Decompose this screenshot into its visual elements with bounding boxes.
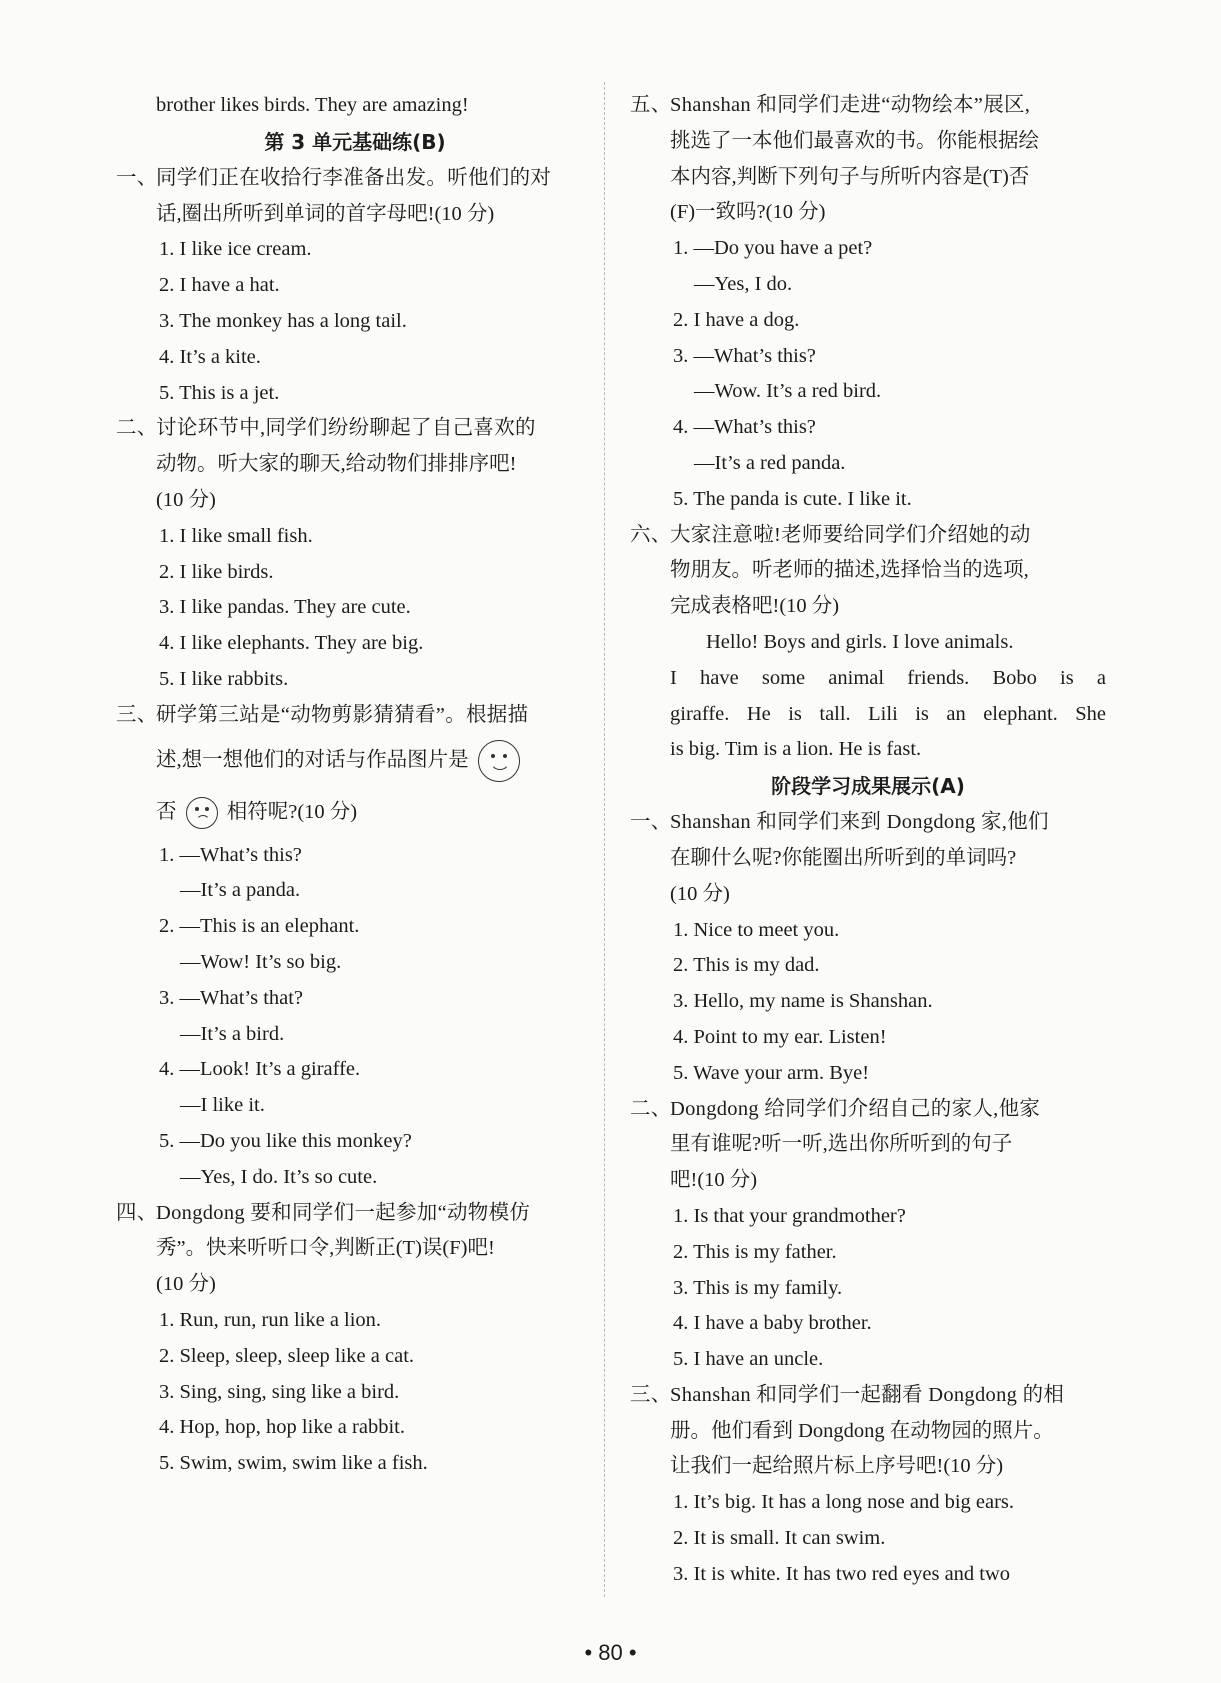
dialogue-line: —It’s a bird.	[180, 1022, 285, 1045]
section-title: 第 3 单元基础练(B)	[264, 129, 446, 154]
question-4	[116, 1196, 594, 1482]
list-item: 5. Wave your arm. Bye!	[673, 1061, 870, 1084]
dialogue-line: 5. The panda is cute. I like it.	[673, 487, 912, 510]
question-number: 五、	[630, 94, 672, 116]
column-divider	[604, 82, 605, 1597]
question-text: 同学们正在收拾行李准备出发。听他们的对	[156, 166, 552, 189]
list-item: 2. This is my father.	[673, 1240, 837, 1263]
question-text: 物朋友。听老师的描述,选择恰当的选项,	[670, 559, 1029, 582]
question-text: 吧!(10 分)	[670, 1169, 758, 1192]
question-score: (10 分)	[156, 488, 216, 511]
list-item: 2. I have a hat.	[159, 274, 280, 297]
list-item: 1. I like ice cream.	[159, 238, 312, 261]
question-text: 让我们一起给照片标上序号吧!(10 分)	[670, 1455, 1004, 1478]
passage-line: giraffe. He is tall. Lili is an elephant. She	[670, 702, 1106, 725]
dialogue-line: 4. —Look! It’s a giraffe.	[159, 1058, 361, 1081]
list-item: 1. It’s big. It has a long nose and big ears.	[673, 1491, 1015, 1514]
list-item: 5. I have an uncle.	[673, 1348, 824, 1371]
question-score: (10 分)	[156, 1273, 216, 1296]
dialogue-line: —Wow! It’s so big.	[180, 950, 342, 973]
question-number: 二、	[630, 1097, 672, 1120]
list-item: 2. Sleep, sleep, sleep like a cat.	[159, 1344, 415, 1367]
question-number: 三、	[630, 1383, 672, 1406]
question-5	[630, 88, 1106, 518]
list-item: 4. Point to my ear. Listen!	[673, 1025, 887, 1048]
question-2	[116, 411, 594, 697]
list-item: 3. It is white. It has two red eyes and two	[673, 1562, 1011, 1585]
list-item: 1. Is that your grandmother?	[673, 1204, 906, 1227]
list-item: 3. Hello, my name is Shanshan.	[673, 990, 933, 1013]
list-item: 5. Swim, swim, swim like a fish.	[159, 1452, 428, 1475]
dialogue-line: 5. —Do you like this monkey?	[159, 1129, 412, 1152]
question-text: Dongdong 要和同学们一起参加“动物模仿	[156, 1201, 531, 1224]
list-item: 5. I like rabbits.	[159, 667, 289, 690]
list-item: 5. This is a jet.	[159, 381, 280, 404]
question-9	[630, 1378, 1106, 1593]
section-title: 阶段学习成果展示(A)	[771, 774, 965, 799]
list-item: 2. This is my dad.	[673, 954, 820, 977]
dialogue-line: —Wow. It’s a red bird.	[694, 380, 882, 403]
list-item: 1. Nice to meet you.	[673, 918, 840, 941]
question-number: 六、	[630, 523, 672, 546]
dialogue-line: —It’s a panda.	[180, 879, 301, 902]
sad-face-icon	[186, 797, 218, 829]
dialogue-line: 2. I have a dog.	[673, 308, 800, 331]
list-item: 2. I like birds.	[159, 560, 274, 583]
smiley-face-icon	[478, 740, 520, 782]
list-item: 4. It’s a kite.	[159, 345, 261, 368]
passage-line: Hello! Boys and girls. I love animals.	[706, 630, 1014, 653]
page-number: • 80 •	[584, 1640, 637, 1665]
question-text-row	[116, 786, 594, 838]
question-text: Dongdong 给同学们介绍自己的家人,他家	[670, 1097, 1041, 1120]
question-text: (F)一致吗?(10 分)	[670, 201, 826, 224]
question-text: 述,想一想他们的对话与作品图片是	[156, 748, 469, 771]
list-item: 3. Sing, sing, sing like a bird.	[159, 1380, 400, 1403]
dialogue-line: —I like it.	[180, 1094, 265, 1117]
question-number: 二、	[116, 417, 158, 440]
question-score: (10 分)	[670, 882, 730, 905]
question-text: 里有谁呢?听一听,选出你所听到的句子	[670, 1133, 1013, 1156]
list-item: 4. I like elephants. They are big.	[159, 632, 424, 655]
question-3	[116, 698, 594, 1196]
right-column	[630, 88, 1106, 1593]
question-text: 研学第三站是“动物剪影猜猜看”。根据描	[156, 703, 529, 726]
dialogue-line: 2. —This is an elephant.	[159, 915, 360, 938]
dialogue-line: —Yes, I do.	[694, 272, 793, 295]
list-item: 2. It is small. It can swim.	[673, 1527, 886, 1550]
question-text: 否	[156, 800, 177, 823]
question-number: 一、	[116, 166, 158, 189]
dialogue-line: 1. —What’s this?	[159, 843, 302, 866]
question-text: Shanshan 和同学们来到 Dongdong 家,他们	[670, 811, 1049, 834]
question-8	[630, 1092, 1106, 1378]
dialogue-line: 4. —What’s this?	[673, 416, 816, 439]
list-item: 3. The monkey has a long tail.	[159, 309, 407, 332]
passage-line: is big. Tim is a lion. He is fast.	[670, 738, 922, 761]
question-number: 一、	[630, 811, 672, 834]
question-text: 大家注意啦!老师要给同学们介绍她的动	[670, 523, 1031, 546]
dialogue-line: 3. —What’s this?	[673, 344, 816, 367]
question-text: 挑选了一本他们最喜欢的书。你能根据绘	[670, 129, 1039, 152]
list-item: 4. I have a baby brother.	[673, 1312, 872, 1335]
question-text: 动物。听大家的聊天,给动物们排排序吧!	[156, 453, 517, 476]
dialogue-line: 1. —Do you have a pet?	[673, 237, 873, 260]
question-6	[630, 518, 1106, 769]
list-item: 1. I like small fish.	[159, 524, 313, 547]
question-text: 话,圈出所听到单词的首字母吧!(10 分)	[156, 202, 495, 225]
list-item: 3. I like pandas. They are cute.	[159, 596, 411, 619]
passage-line: I have some animal friends. Bobo is a	[670, 666, 1106, 689]
question-number: 四、	[116, 1201, 158, 1224]
question-text: 讨论环节中,同学们纷纷聊起了自己喜欢的	[156, 417, 536, 440]
question-7	[630, 805, 1106, 1091]
question-text: Shanshan 和同学们走进“动物绘本”展区,	[670, 94, 1031, 116]
question-text-row	[116, 734, 594, 786]
dialogue-line: —It’s a red panda.	[694, 451, 846, 474]
question-text: 本内容,判断下列句子与所听内容是(T)否	[670, 165, 1030, 188]
question-text: 在聊什么呢?你能圈出所听到的单词吗?	[670, 846, 1017, 869]
list-item: 1. Run, run, run like a lion.	[159, 1308, 382, 1331]
question-text: 完成表格吧!(10 分)	[670, 595, 840, 618]
left-column	[116, 88, 594, 1482]
list-item: 4. Hop, hop, hop like a rabbit.	[159, 1416, 405, 1439]
question-text: Shanshan 和同学们一起翻看 Dongdong 的相	[670, 1383, 1065, 1406]
carryover-text: brother likes birds. They are amazing!	[156, 94, 469, 116]
question-text: 相符呢?(10 分)	[226, 800, 358, 823]
question-1	[116, 161, 594, 412]
question-text: 秀”。快来听听口令,判断正(T)误(F)吧!	[156, 1237, 495, 1260]
dialogue-line: —Yes, I do. It’s so cute.	[180, 1165, 378, 1188]
question-number: 三、	[116, 703, 158, 726]
dialogue-line: 3. —What’s that?	[159, 986, 304, 1009]
list-item: 3. This is my family.	[673, 1276, 843, 1299]
question-text: 册。他们看到 Dongdong 在动物园的照片。	[670, 1419, 1054, 1442]
